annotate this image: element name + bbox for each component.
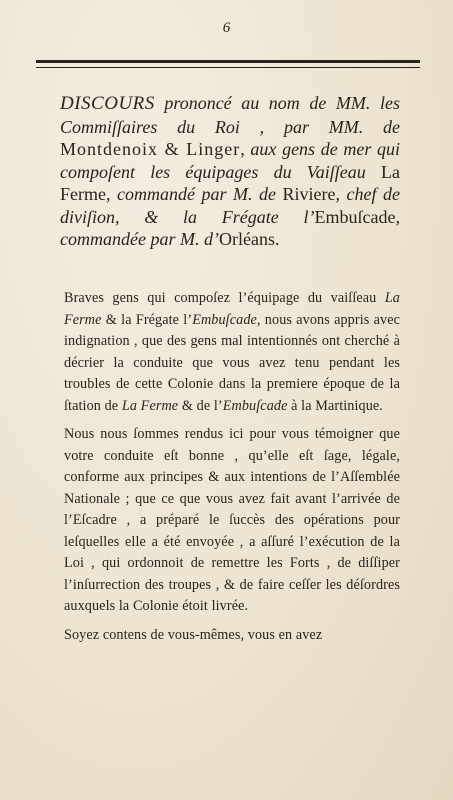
ship-name: Embuſcade — [222, 397, 288, 414]
body-text — [64, 288, 400, 653]
heading-text: , aux gens de mer qui compoſent les équipages du Vaiſſeau — [60, 139, 400, 182]
heading-text: l’ — [303, 206, 315, 227]
heading-text: , commandée par M. d’ — [60, 206, 400, 249]
paragraph-text: & de l’ — [178, 397, 223, 414]
paragraph-text: & la Frégate l’ — [101, 311, 193, 328]
heading-ship-name: La Ferme — [60, 161, 400, 204]
page-number: 6 — [222, 20, 231, 36]
heading-text: . — [274, 229, 280, 249]
paragraph: Soyez contens de vous-mêmes, vous en avez — [64, 626, 323, 643]
ship-name: La Ferme — [121, 397, 179, 414]
heading-ship-name: Embuſcade — [314, 206, 396, 227]
heading-text: , chef de diviſion, & la Frégate — [60, 184, 401, 227]
ship-name: Embuſcade — [192, 311, 257, 328]
paragraph — [64, 288, 400, 417]
heading-text: , commandé par M. de — [105, 184, 283, 204]
discourse-heading — [60, 92, 400, 251]
ship-name: La Ferme — [64, 290, 400, 328]
heading-names: Montdenoix & Linger — [60, 139, 241, 159]
heading-lead: DISCOURS — [60, 93, 155, 114]
heading-commander-name: Orléans — [218, 229, 275, 249]
paragraph-text: Braves gens qui compoſez l’équipage du vaiſſeau — [64, 290, 385, 306]
heading-text: prononcé au nom de MM. les Commiſſaires du Roi , par MM. de — [60, 93, 400, 137]
header-rule — [36, 60, 420, 68]
heading-commander-name: Riviere — [282, 184, 336, 204]
paragraph-text: , nous avons appris avec indignation , que des gens mal intentionnés ont cherché à décrier la conduite que vous avez tenu pendant les troubles de cette Colonie dans la premiere époque de la ſtation de — [64, 311, 400, 414]
paragraph-text: à la Martinique. — [287, 397, 383, 414]
paragraph: Nous nous ſommes rendus ici pour vous témoigner que votre conduite eſt bonne , qu’elle eſt ſage, légale, conforme aux principes & aux intentions de l’Aſſemblée Nationale ; que ce que vous avez fait avant l’arrivée de l’Eſcadre , a préparé le ſuccès des opérations pour leſquelles elle a été envoyée , a aſſuré l’exécution de la Loi , qui ordonnoit de remettre les Forts , de diſſiper l’inſurrection des troupes , & de faire ceſſer les déſordres auxquels la Colonie étoit livrée. — [64, 426, 400, 614]
